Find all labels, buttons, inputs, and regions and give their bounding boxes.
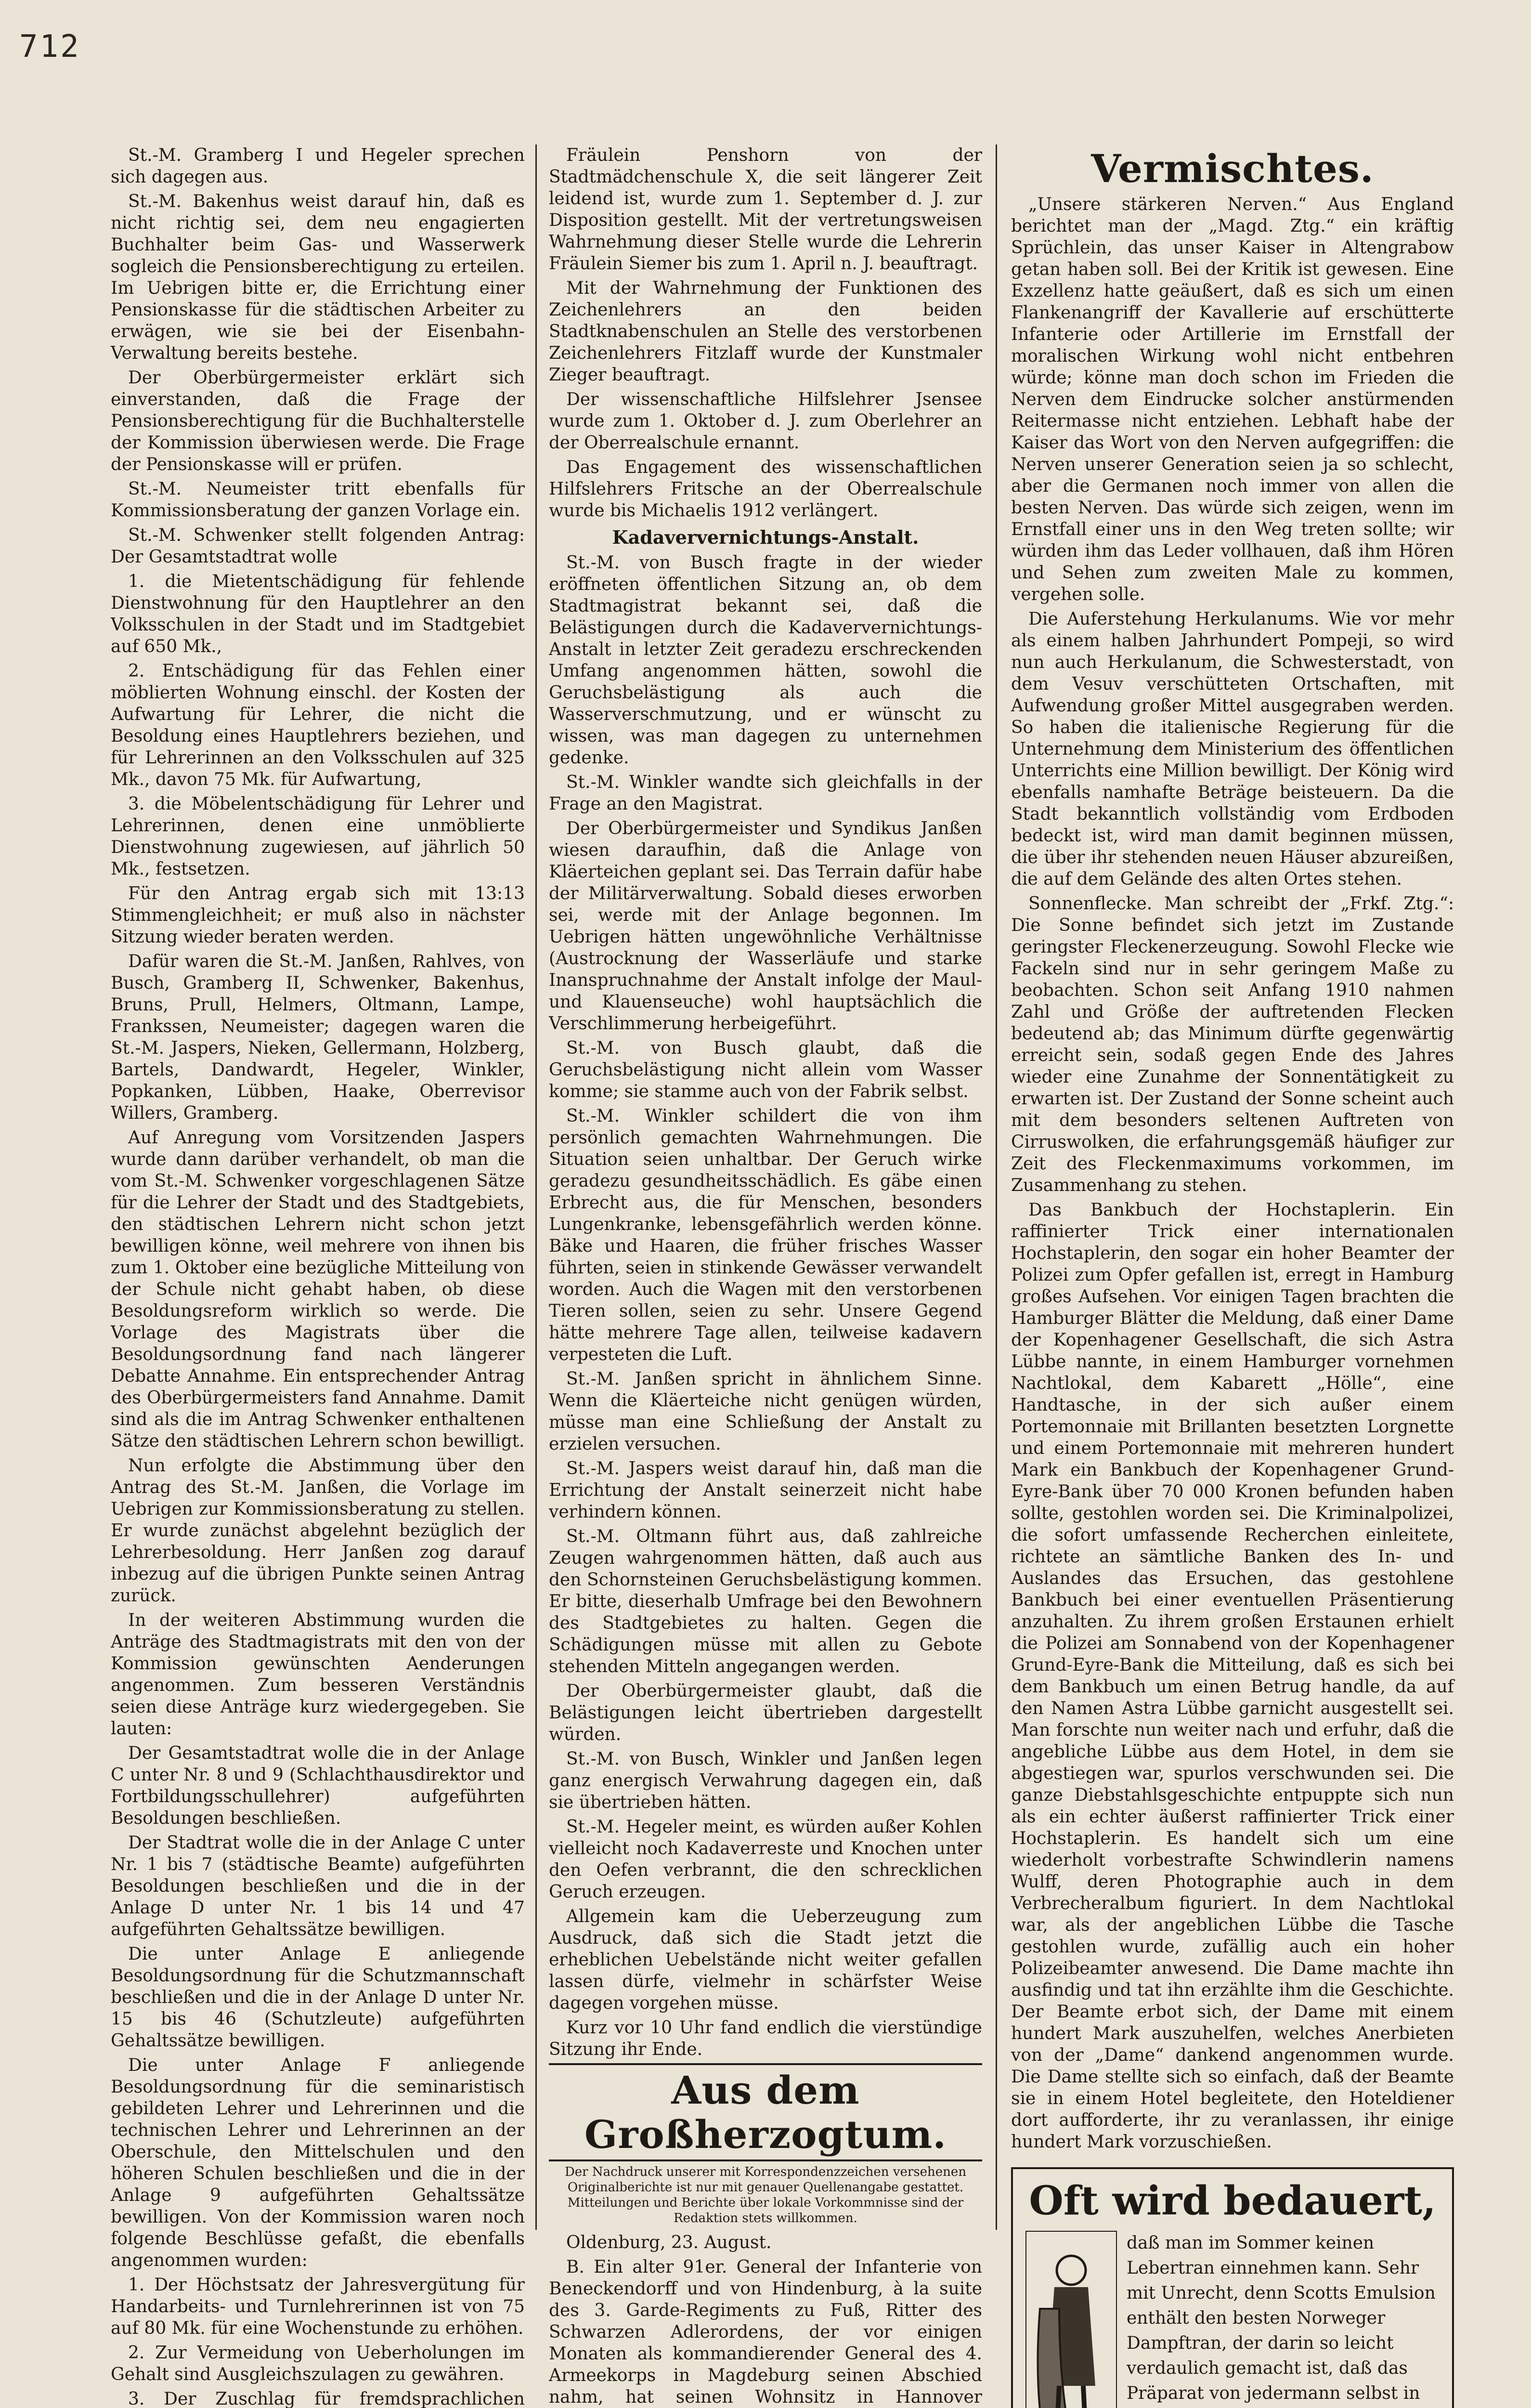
column-rule bbox=[535, 144, 537, 2230]
ad-body-text: daß man im Sommer keinen Lebertran einnehmen kann. Sehr mit Unrecht, denn Scotts Emulsion enthält den besten Norweger Dampftran, der darin so leicht verdaulich gemacht ist, daß das Präparat von jedermann selbst in bbox=[1127, 2233, 1436, 2403]
column-right bbox=[1011, 144, 1454, 2403]
column-middle bbox=[549, 144, 982, 2407]
article-paragraph: Oldenburg, 23. August. bbox=[566, 2233, 772, 2252]
article-paragraph: Der Oberbürgermeister erklärt sich einverstanden, daß die Frage der Pensionsberechtigung für die Buchhalterstelle der Kommission überwiesen werde. Die Frage der Pensionskasse will er prüfen. bbox=[111, 368, 525, 474]
col2-section bbox=[549, 552, 982, 2060]
column-left bbox=[111, 144, 525, 2408]
article-paragraph: 3. Der Zuschlag für fremdsprachlichen bbox=[128, 2389, 525, 2408]
article-paragraph: St.-M. Neumeister tritt ebenfalls für Kommissionsberatung der ganzen Vorlage ein. bbox=[111, 479, 525, 521]
fisherman-trademark-image bbox=[1025, 2231, 1117, 2408]
scotts-emulsion-ad bbox=[1011, 2167, 1454, 2408]
article-paragraph: Der Oberbürgermeister und Syndikus Janßen wiesen daraufhin, daß die Anlage von Kläerteichen geplant sei. Das Terrain dafür habe der Militärverwaltung. Sobald dieses erworben sei, werde mit der Anlage begonnen. Im Uebrigen hätten ungewöhnliche Verhältnisse (Austrocknung der Wasserläufe und starke Inanspruchnahme der Anstalt infolge der Maul- und Klauenseuche) wohl hauptsächlich die Verschlimmerung herbeigeführt. bbox=[549, 819, 982, 1034]
article-paragraph: St.-M. von Busch, Winkler und Janßen legen ganz energisch Verwahrung dagegen ein, daß sie übertrieben hätten. bbox=[549, 1749, 982, 1812]
section-heading-grossherzogtum: Aus dem Großherzogtum. bbox=[549, 2063, 982, 2161]
article-paragraph: St.-M. Janßen spricht in ähnlichem Sinne. Wenn die Kläerteiche nicht genügen würden, müsse man eine Schließung der Anstalt zu erzielen versuchen. bbox=[549, 1369, 982, 1454]
article-paragraph: Die unter Anlage E anliegende Besoldungsordnung für die Schutzmannschaft beschließen und die in der Anlage D unter Nr. 15 bis 46 (Schutzleute) aufgeführten Gehaltssätze bewilligen. bbox=[111, 1944, 525, 2051]
col2-intro bbox=[549, 144, 982, 522]
section-heading-kadaver: Kadaververnichtungs-Anstalt. bbox=[612, 526, 919, 548]
article-paragraph: Für den Antrag ergab sich mit 13:13 Stimmengleichheit; er muß also in nächster Sitzung wieder beraten werden. bbox=[111, 884, 525, 947]
article-paragraph: 1. Der Höchstsatz der Jahresvergütung für Handarbeits- und Turnlehrerinnen ist von 75 auf 80 Mk. für eine Wochenstunde zu erhöhen. bbox=[111, 2275, 525, 2338]
col2-grossherzogtum bbox=[549, 2232, 982, 2408]
article-paragraph: Fräulein Penshorn von der Stadtmädchenschule X, die seit längerer Zeit leidend ist, wurde zum 1. September d. J. zur Disposition gestellt. Mit der vertretungsweisen Wahrnehmung dieser Stelle wurde die Lehrerin Fräulein Siemer bis zum 1. April n. J. beauftragt. bbox=[549, 145, 982, 274]
page-number: 712 bbox=[19, 29, 81, 65]
column-rule bbox=[996, 144, 997, 2230]
article-paragraph: 2. Zur Vermeidung von Ueberholungen im Gehalt sind Ausgleichszulagen zu gewähren. bbox=[111, 2343, 525, 2384]
article-paragraph: Das Bankbuch der Hochstaplerin. Ein raffinierter Trick einer internationalen Hochstaplerin, den sogar ein hoher Beamter der Polizei zum Opfer gefallen ist, erregt in Hamburg großes Aufsehen. Vor einigen Tagen brachten die Hamburger Blätter die Meldung, daß einer Dame der Kopenhagener Gesellschaft, die sich Astra Lübbe nannte, in einem Hamburger vornehmen Nachtlokal, dem Kabarett „Hölle“, eine Handtasche, in der sich außer einem Portemonnaie mit Brillanten besetzten Lorgnette und einem Portemonnaie mit mehreren hundert Mark ein Bankbuch der Kopenhagener Grund-Eyre-Bank über 70 000 Kronen befunden haben sollte, gestohlen worden sei. Die Kriminalpolizei, die sofort umfassende Recherchen einleitete, richtete an sämtliche Banken des In- und Auslandes das Ersuchen, das gestohlene Bankbuch bei einer eventuellen Präsentierung anzuhalten. Zu ihrem großen Erstaunen erhielt die Polizei am Sonnabend von der Kopenhagener Grund-Eyre-Bank die Mitteilung, daß es sich bei dem Bankbuch um einen Betrug handle, da auf den Namen Astra Lübbe garnicht ausgestellt sei. Man forschte nun weiter nach und erfuhr, daß die angebliche Lübbe aus dem Hotel, in dem sie abgestiegen war, spurlos verschwunden sei. Die ganze Diebstahlsgeschichte entpuppte sich nun als ein echter äußerst raffinierter Trick einer Hochstaplerin. Es handelt sich um eine wiederholt vorbestrafte Schwindlerin namens Wulff, deren Photographie auch in dem Verbrecheralbum figuriert. In dem Nachtlokal war, als der angeblichen Lübbe die Tasche gestohlen wurde, zufällig auch ein hoher Polizeibeamter anwesend. Die Dame machte ihn ausfindig und tat ihn erzählte ihm die Geschichte. Der Beamte erbot sich, der Dame mit einem hundert Mark auszuhelfen, welches Anerbieten von der „Dame“ dankend angenommen wurde. Die Dame stellte sich so einfach, daß der Beamte sie in einem Hotel begleitete, den Hoteldiener dort aufforderte, ihr zu veranlassen, ihr einige hundert Mark vorzuschießen. bbox=[1011, 1200, 1454, 2152]
article-paragraph: Der wissenschaftliche Hilfslehrer Jsensee wurde zum 1. Oktober d. J. zum Oberlehrer an der Oberrealschule ernannt. bbox=[549, 390, 982, 453]
article-paragraph: In der weiteren Abstimmung wurden die Anträge des Stadtmagistrats mit den von der Kommission gewünschten Aenderungen angenommen. Zum besseren Verständnis seien diese Anträge kurz wiedergegeben. Sie lauten: bbox=[111, 1610, 525, 1739]
article-paragraph: Die unter Anlage F anliegende Besoldungsordnung für die seminaristisch gebildeten Lehrer und Lehrerinnen und die technischen Lehrer und Lehrerinnen an der Oberschule, den Mittelschulen und den höheren Schulen beschließen und die in der Anlage 9 aufgeführten Gehaltssätze bewilligen. Von der Kommission waren noch folgende Beschlüsse gefaßt, die ebenfalls angenommen wurden: bbox=[111, 2055, 525, 2270]
article-paragraph: St.-M. von Busch fragte in der wieder eröffneten öffentlichen Sitzung an, ob dem Stadtmagistrat bekannt sei, daß die Belästigungen durch die Kadaververnichtungs-Anstalt in letzter Zeit geradezu erschreckenden Umfang angenommen hätten, sowohl die Geruchsbelästigung als auch die Wasserverschmutzung, und er wünscht zu wissen, was man dagegen zu unternehmen gedenke. bbox=[549, 553, 982, 768]
article-paragraph: St.-M. von Busch glaubt, daß die Geruchsbelästigung nicht allein vom Wasser komme; sie stamme auch von der Fabrik selbst. bbox=[549, 1038, 982, 1101]
article-paragraph: St.-M. Oltmann führt aus, daß zahlreiche Zeugen wahrgenommen hätten, daß auch aus den Schornsteinen Geruchsbelästigung kommen. Er bitte, dieserhalb Umfrage bei den Bewohnern des Stadtgebietes zu halten. Gegen die Schädigungen müsse mit allen zu Gebote stehenden Mitteln angegangen werden. bbox=[549, 1527, 982, 1676]
article-paragraph: B. Ein alter 91er. General der Infanterie von Beneckendorff und von Hindenburg, à la suite des 3. Garde-Regiments zu Fuß, Ritter des Schwarzen Adlerordens, der vor einigen Monaten als kommandierender General des 4. Armeekorps in Magdeburg seinen Abschied nahm, hat seinen Wohnsitz in Hannover bbox=[549, 2257, 982, 2407]
ad-title: Oft wird bedauert, bbox=[1029, 2178, 1436, 2224]
article-paragraph: 2. Entschädigung für das Fehlen einer möblierten Wohnung einschl. der Kosten der Aufwartung für Lehrer, die nicht die Besoldung eines Hauptlehrers beziehen, und für Lehrerinnen an den Volksschulen auf 325 Mk., davon 75 Mk. für Aufwartung, bbox=[111, 661, 525, 789]
article-paragraph: Kurz vor 10 Uhr fand endlich die vierstündige Sitzung ihr Ende. bbox=[549, 2018, 982, 2059]
col3-articles bbox=[1011, 194, 1454, 2153]
article-paragraph: St.-M. Winkler schildert die von ihm persönlich gemachten Wahrnehmungen. Die Situation seien unhaltbar. Der Geruch wirke geradezu gesundheitsschädlich. Es gäbe einen Erbrecht aus, die für Menschen, besonders Lungenkranke, lebensgefährlich werden könne. Bäke und Haaren, die früher frisches Wasser führten, seien in stinkende Gewässer verwandelt worden. Auch die Wagen mit den verstorbenen Tieren sollen, seien zu sehr. Unsere Gegend hätte mehrere Tage allen, teilweise kadavern verpesteten die Luft. bbox=[549, 1106, 982, 1364]
article-paragraph: Dafür waren die St.-M. Janßen, Rahlves, von Busch, Gramberg II, Schwenker, Bakenhus, Bruns, Prull, Helmers, Oltmann, Lampe, Frankssen, Neumeister; dagegen waren die St.-M. Jaspers, Nieken, Gellermann, Holzberg, Bartels, Dandwardt, Hegeler, Winkler, Popkanken, Lübben, Haake, Oberrevisor Willers, Gramberg. bbox=[111, 952, 525, 1123]
article-paragraph: 3. die Möbelentschädigung für Lehrer und Lehrerinnen, denen eine unmöblierte Dienstwohnung zugewiesen, auf jährlich 50 Mk., festsetzen. bbox=[111, 794, 525, 879]
article-paragraph: St.-M. Bakenhus weist darauf hin, daß es nicht richtig sei, dem neu engagierten Buchhalter beim Gas- und Wasserwerk sogleich die Pensionsberechtigung zu erteilen. Im Uebrigen bitte er, die Errichtung einer Pensionskasse für die städtischen Arbeiter zu erwägen, wie sie bei der Eisenbahn-Verwaltung bereits bestehe. bbox=[111, 192, 525, 363]
article-paragraph: Das Engagement des wissenschaftlichen Hilfslehrers Fritsche an der Oberrealschule wurde bis Michaelis 1912 verlängert. bbox=[549, 458, 982, 521]
article-paragraph: Allgemein kam die Ueberzeugung zum Ausdruck, daß sich die Stadt jetzt die erheblichen Uebelstände nicht weiter gefallen lassen dürfe, vielmehr in schärfster Weise dagegen vorgehen müsse. bbox=[549, 1907, 982, 2013]
article-paragraph: St.-M. Jaspers weist darauf hin, daß man die Errichtung der Anstalt seinerzeit nicht habe verhindern können. bbox=[549, 1459, 982, 1522]
article-paragraph: Sonnenflecke. Man schreibt der „Frkf. Ztg.“: Die Sonne befindet sich jetzt im Zustande geringster Fleckenerzeugung. Sowohl Flecke wie Fackeln sind nur in sehr geringem Maße zu beobachten. Schon seit Anfang 1910 nahmen Zahl und Größe der auftretenden Flecken bedeutend ab; das Minimum dürfte gegenwärtig erreicht sein, sodaß gegen Ende des Jahres wieder eine Zunahme der Sonnentätigkeit zu erwarten ist. Der Zustand der Sonne scheint auch mit dem besonders seltenen Auftreten von Cirruswolken, die erfahrungsgemäß häufiger zur Zeit des Fleckenmaximums vorkommen, im Zusammenhang zu stehen. bbox=[1011, 894, 1454, 1195]
article-paragraph: Der Oberbürgermeister glaubt, daß die Belästigungen leicht übertrieben dargestellt würden. bbox=[549, 1681, 982, 1744]
article-paragraph: St.-M. Winkler wandte sich gleichfalls in der Frage an den Magistrat. bbox=[549, 772, 982, 814]
article-paragraph: „Unsere stärkeren Nerven.“ Aus England berichtet man der „Magd. Ztg.“ ein kräftig Sprüchlein, das unser Kaiser in Altengrabow getan haben soll. Bei der Kritik ist gewesen. Eine Exzellenz hatte geäußert, daß es sich um einen Flankenangriff der Kavallerie auf erschütterte Infanterie oder Artillerie im Ernstfall der moralischen Wirkung wohl nicht entbehren würde; könne man doch schon im Frieden die Nerven dem Eindrucke solcher anstürmenden Reitermasse nicht entziehen. Lebhaft habe der Kaiser das Wort von den Nerven aufgegriffen: die Nerven unserer Generation seien ja so schlecht, aber die Germanen noch immer von allen die besten Nerven. Das würde sich zeigen, wenn im Ernstfall einer uns in den Weg treten sollte; wir würden ihm das Leder vollhauen, daß ihm Hören und Sehen zum zweiten Male zu kommen, vergehen solle. bbox=[1011, 195, 1454, 604]
article-paragraph: Nun erfolgte die Abstimmung über den Antrag des St.-M. Janßen, die Vorlage im Uebrigen zur Kommissionsberatung zu stellen. Er wurde zunächst abgelehnt bezüglich der Lehrerbesoldung. Herr Janßen zog darauf inbezug auf die übrigen Punkte seinen Antrag zurück. bbox=[111, 1456, 525, 1606]
article-paragraph: Der Gesamtstadtrat wolle die in der Anlage C unter Nr. 8 und 9 (Schlachthausdirektor und Fortbildungsschullehrer) aufgeführten Besoldungen beschließen. bbox=[111, 1743, 525, 1828]
article-paragraph: St.-M. Schwenker stellt folgenden Antrag: Der Gesamtstadtrat wolle bbox=[111, 525, 525, 567]
article-paragraph: Der Stadtrat wolle die in der Anlage C unter Nr. 1 bis 7 (städtische Beamte) aufgeführten Besoldungen beschließen und die in der Anlage D unter Nr. 1 bis 14 und 47 aufgeführten Gehaltssätze bewilligen. bbox=[111, 1833, 525, 1939]
article-paragraph: St.-M. Hegeler meint, es würden außer Kohlen vielleicht noch Kadaverreste und Knochen unter den Oefen verbrannt, die den schrecklichen Geruch erzeugen. bbox=[549, 1817, 982, 1902]
article-paragraph: 1. die Mietentschädigung für fehlende Dienstwohnung für den Hauptlehrer an den Volksschulen in der Stadt und im Stadtgebiet auf 650 Mk., bbox=[111, 572, 525, 656]
article-paragraph: Mit der Wahrnehmung der Funktionen des Zeichenlehrers an den beiden Stadtknabenschulen an Stelle des verstorbenen Zeichenlehrers Fitzlaff wurde der Kunstmaler Zieger beauftragt. bbox=[549, 278, 982, 385]
article-paragraph: Die Auferstehung Herkulanums. Wie vor mehr als einem halben Jahrhundert Pompeji, so wird nun auch Herkulanum, die Schwesterstadt, von dem Vesuv verschütteten Ortschaften, mit Aufwendung großer Mittel ausgegraben werden. So haben die italienische Regierung für die Unternehmung dem Ministerium des öffentlichen Unterrichts eine Million bewilligt. Der König wird ebenfalls namhafte Beträge beisteuern. Da die Stadt bekanntlich vollständig vom Erdboden bedeckt ist, wird man damit beginnen müssen, die über ihr stehenden neuen Häuser abzureißen, die auf dem Gelände des alten Ortes stehen. bbox=[1011, 609, 1454, 889]
article-paragraph: St.-M. Gramberg I und Hegeler sprechen sich dagegen aus. bbox=[111, 145, 525, 187]
reprint-notice: Der Nachdruck unserer mit Korrespondenzzeichen versehenen Originalberichte ist nur mit genauer Quellenangabe gestattet. Mitteilungen und Berichte über lokale Vorkommnisse sind der Redaktion stets willkommen. bbox=[564, 2165, 967, 2225]
fisherman-icon bbox=[1030, 2241, 1112, 2408]
section-heading-vermischtes: Vermischtes. bbox=[1091, 146, 1374, 191]
article-paragraph: Auf Anregung vom Vorsitzenden Jaspers wurde dann darüber verhandelt, ob man die vom St.-M. Schwenker vorgeschlagenen Sätze für die Lehrer der Stadt und des Stadtgebiets, den städtischen Lehrern nicht schon jetzt bewilligen könne, weil mehrere von ihnen bis zum 1. Oktober eine bezügliche Mitteilung von der Schule nicht gehabt haben, ob diese Besoldungsreform wirklich so werde. Die Vorlage des Magistrats über die Besoldungsordnung fand nach längerer Debatte Annahme. Ein entsprechender Antrag des Oberbürgermeisters fand Annahme. Damit sind als die im Antrag Schwenker enthaltenen Sätze den städtischen Lehrern schon bewilligt. bbox=[111, 1128, 525, 1451]
